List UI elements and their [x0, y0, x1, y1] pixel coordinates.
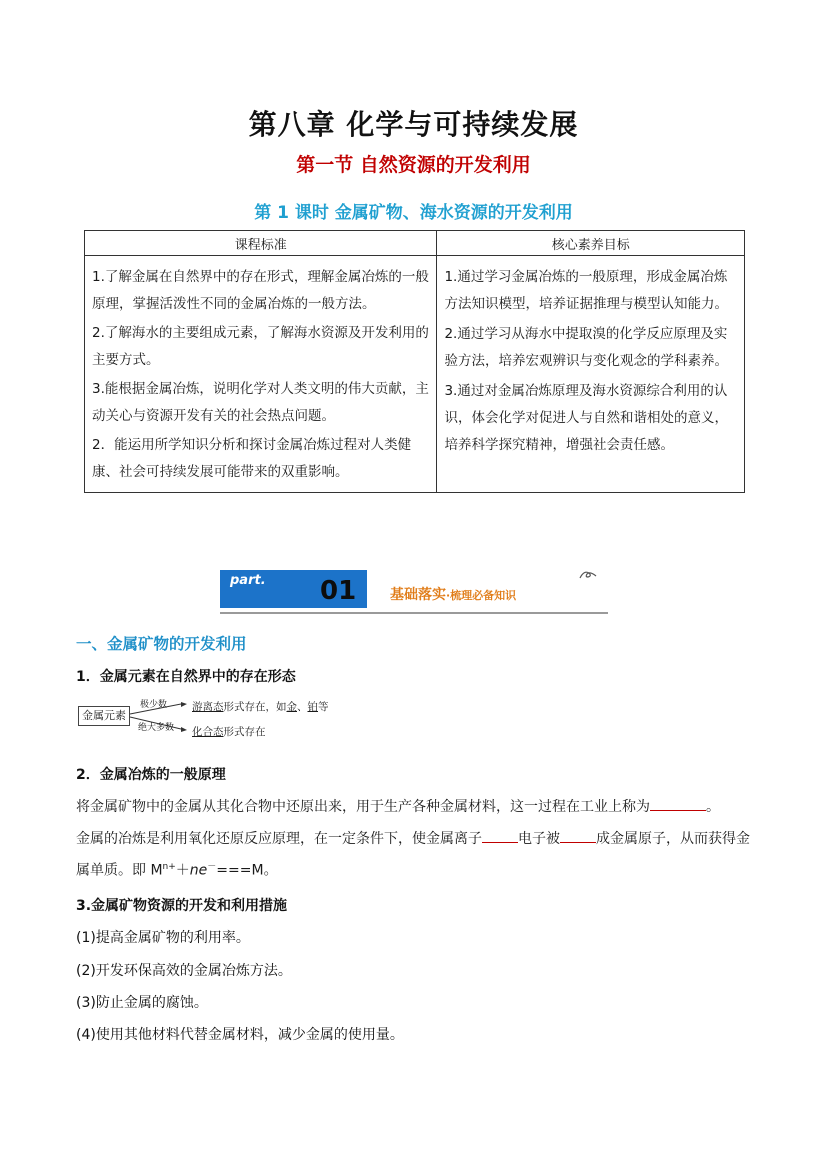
standards-cell: [85, 256, 437, 493]
plus-sign: ＋: [175, 862, 190, 879]
combined-state-term: 化合态: [192, 726, 224, 738]
curl-decoration-icon: [578, 568, 598, 582]
p2-text-b: 电子被: [518, 831, 560, 847]
standards-table: [84, 230, 745, 493]
p1-text: 将金属矿物中的金属从其化合物中还原出来，用于生产各种金属材料，这一过程在工业上称为: [76, 799, 650, 815]
combined-state-text: 形式存在: [223, 726, 266, 738]
chapter-title: 第八章 化学与可持续发展: [248, 108, 579, 141]
p2-text-c: 成金属原子，从而获得金属单质。即 M: [76, 831, 750, 879]
platinum-term: 铂: [307, 701, 318, 713]
principle-paragraph: [76, 793, 756, 885]
subheading-1: 1．金属元素在自然界中的存在形态: [76, 669, 296, 685]
goal-item: 1.通过学习金属冶炼的一般原理，形成金属冶炼方法知识模型，培养证据推理与模型认知能力。: [444, 269, 728, 312]
p2-text-a: 金属的冶炼是利用氧化还原反应原理，在一定条件下，使金属离子: [76, 831, 482, 847]
goal-item: 3.通过对金属冶炼原理及海水资源综合利用的认识，体会化学对促进人与自然和谐相处的意义，培养科学探究精神，增强社会责任感。: [444, 383, 728, 453]
diagram-free-state: [192, 699, 329, 714]
gold-term: 金: [286, 701, 297, 713]
lesson-title: 第 1 课时 金属矿物、海水资源的开发利用: [254, 203, 573, 223]
standard-item: 2.了解海水的主要组成元素，了解海水资源及开发利用的主要方式。: [92, 325, 429, 368]
charge-sup: n+: [162, 862, 176, 872]
measure-item: (4)使用其他材料代替金属材料，减少金属的使用量。: [76, 1027, 404, 1043]
banner-part-label: part.: [230, 573, 266, 588]
subheading-3: 3.金属矿物资源的开发和利用措施: [76, 898, 288, 914]
goals-cell: [437, 256, 745, 493]
sep-text: 、: [297, 701, 308, 713]
table-header-goals: 核心素养目标: [437, 231, 745, 256]
standard-item: 3.能根据金属冶炼，说明化学对人类文明的伟大贡献，主动关心与资源开发有关的社会热点问题。: [92, 381, 429, 424]
banner-rule: [220, 612, 608, 614]
p1-end: 。: [706, 799, 720, 815]
diagram-label-few: 极少数: [140, 700, 168, 710]
electron-sup: －: [207, 862, 217, 872]
answer-blank[interactable]: [482, 828, 518, 843]
subheading-2: 2．金属冶炼的一般原理: [76, 767, 226, 783]
existence-diagram: [76, 694, 376, 746]
etc-text: 等: [318, 701, 329, 713]
diagram-combined-state: [192, 724, 266, 739]
free-state-text: 形式存在，如: [223, 701, 287, 713]
diagram-label-most: 绝大多数: [138, 723, 175, 733]
goal-item: 2.通过学习从海水中提取溴的化学反应原理及实验方法，培养宏观辨识与变化观念的学科素养。: [444, 326, 728, 369]
banner-subtitle: ·梳理必备知识: [446, 589, 517, 602]
free-state-term: 游离态: [192, 701, 224, 713]
table-header-standards: 课程标准: [85, 231, 437, 256]
standard-item: 2．能运用所学知识分析和探讨金属冶炼过程对人类健康、社会可持续发展可能带来的双重影响。: [92, 437, 412, 480]
part-banner: [220, 568, 608, 618]
principle-line-2: [76, 825, 756, 885]
banner-number: 01: [320, 576, 357, 606]
diagram-box: 金属元素: [78, 706, 130, 726]
principle-line-1: [76, 793, 756, 821]
electron-term: ne: [189, 862, 208, 879]
section-heading: 一、金属矿物的开发利用: [76, 635, 247, 653]
banner-title: 基础落实: [390, 587, 446, 603]
measure-item: (1)提高金属矿物的利用率。: [76, 930, 250, 946]
answer-blank[interactable]: [650, 796, 706, 811]
section-title: 第一节 自然资源的开发利用: [296, 154, 531, 176]
measure-item: (2)开发环保高效的金属冶炼方法。: [76, 963, 292, 979]
equation-end: ===M。: [216, 862, 278, 879]
measure-item: (3)防止金属的腐蚀。: [76, 995, 208, 1011]
standard-item: 1.了解金属在自然界中的存在形式，理解金属冶炼的一般原理，掌握活泼性不同的金属冶炼的一般方法。: [92, 269, 429, 312]
banner-tag: [390, 584, 516, 604]
answer-blank[interactable]: [560, 828, 596, 843]
